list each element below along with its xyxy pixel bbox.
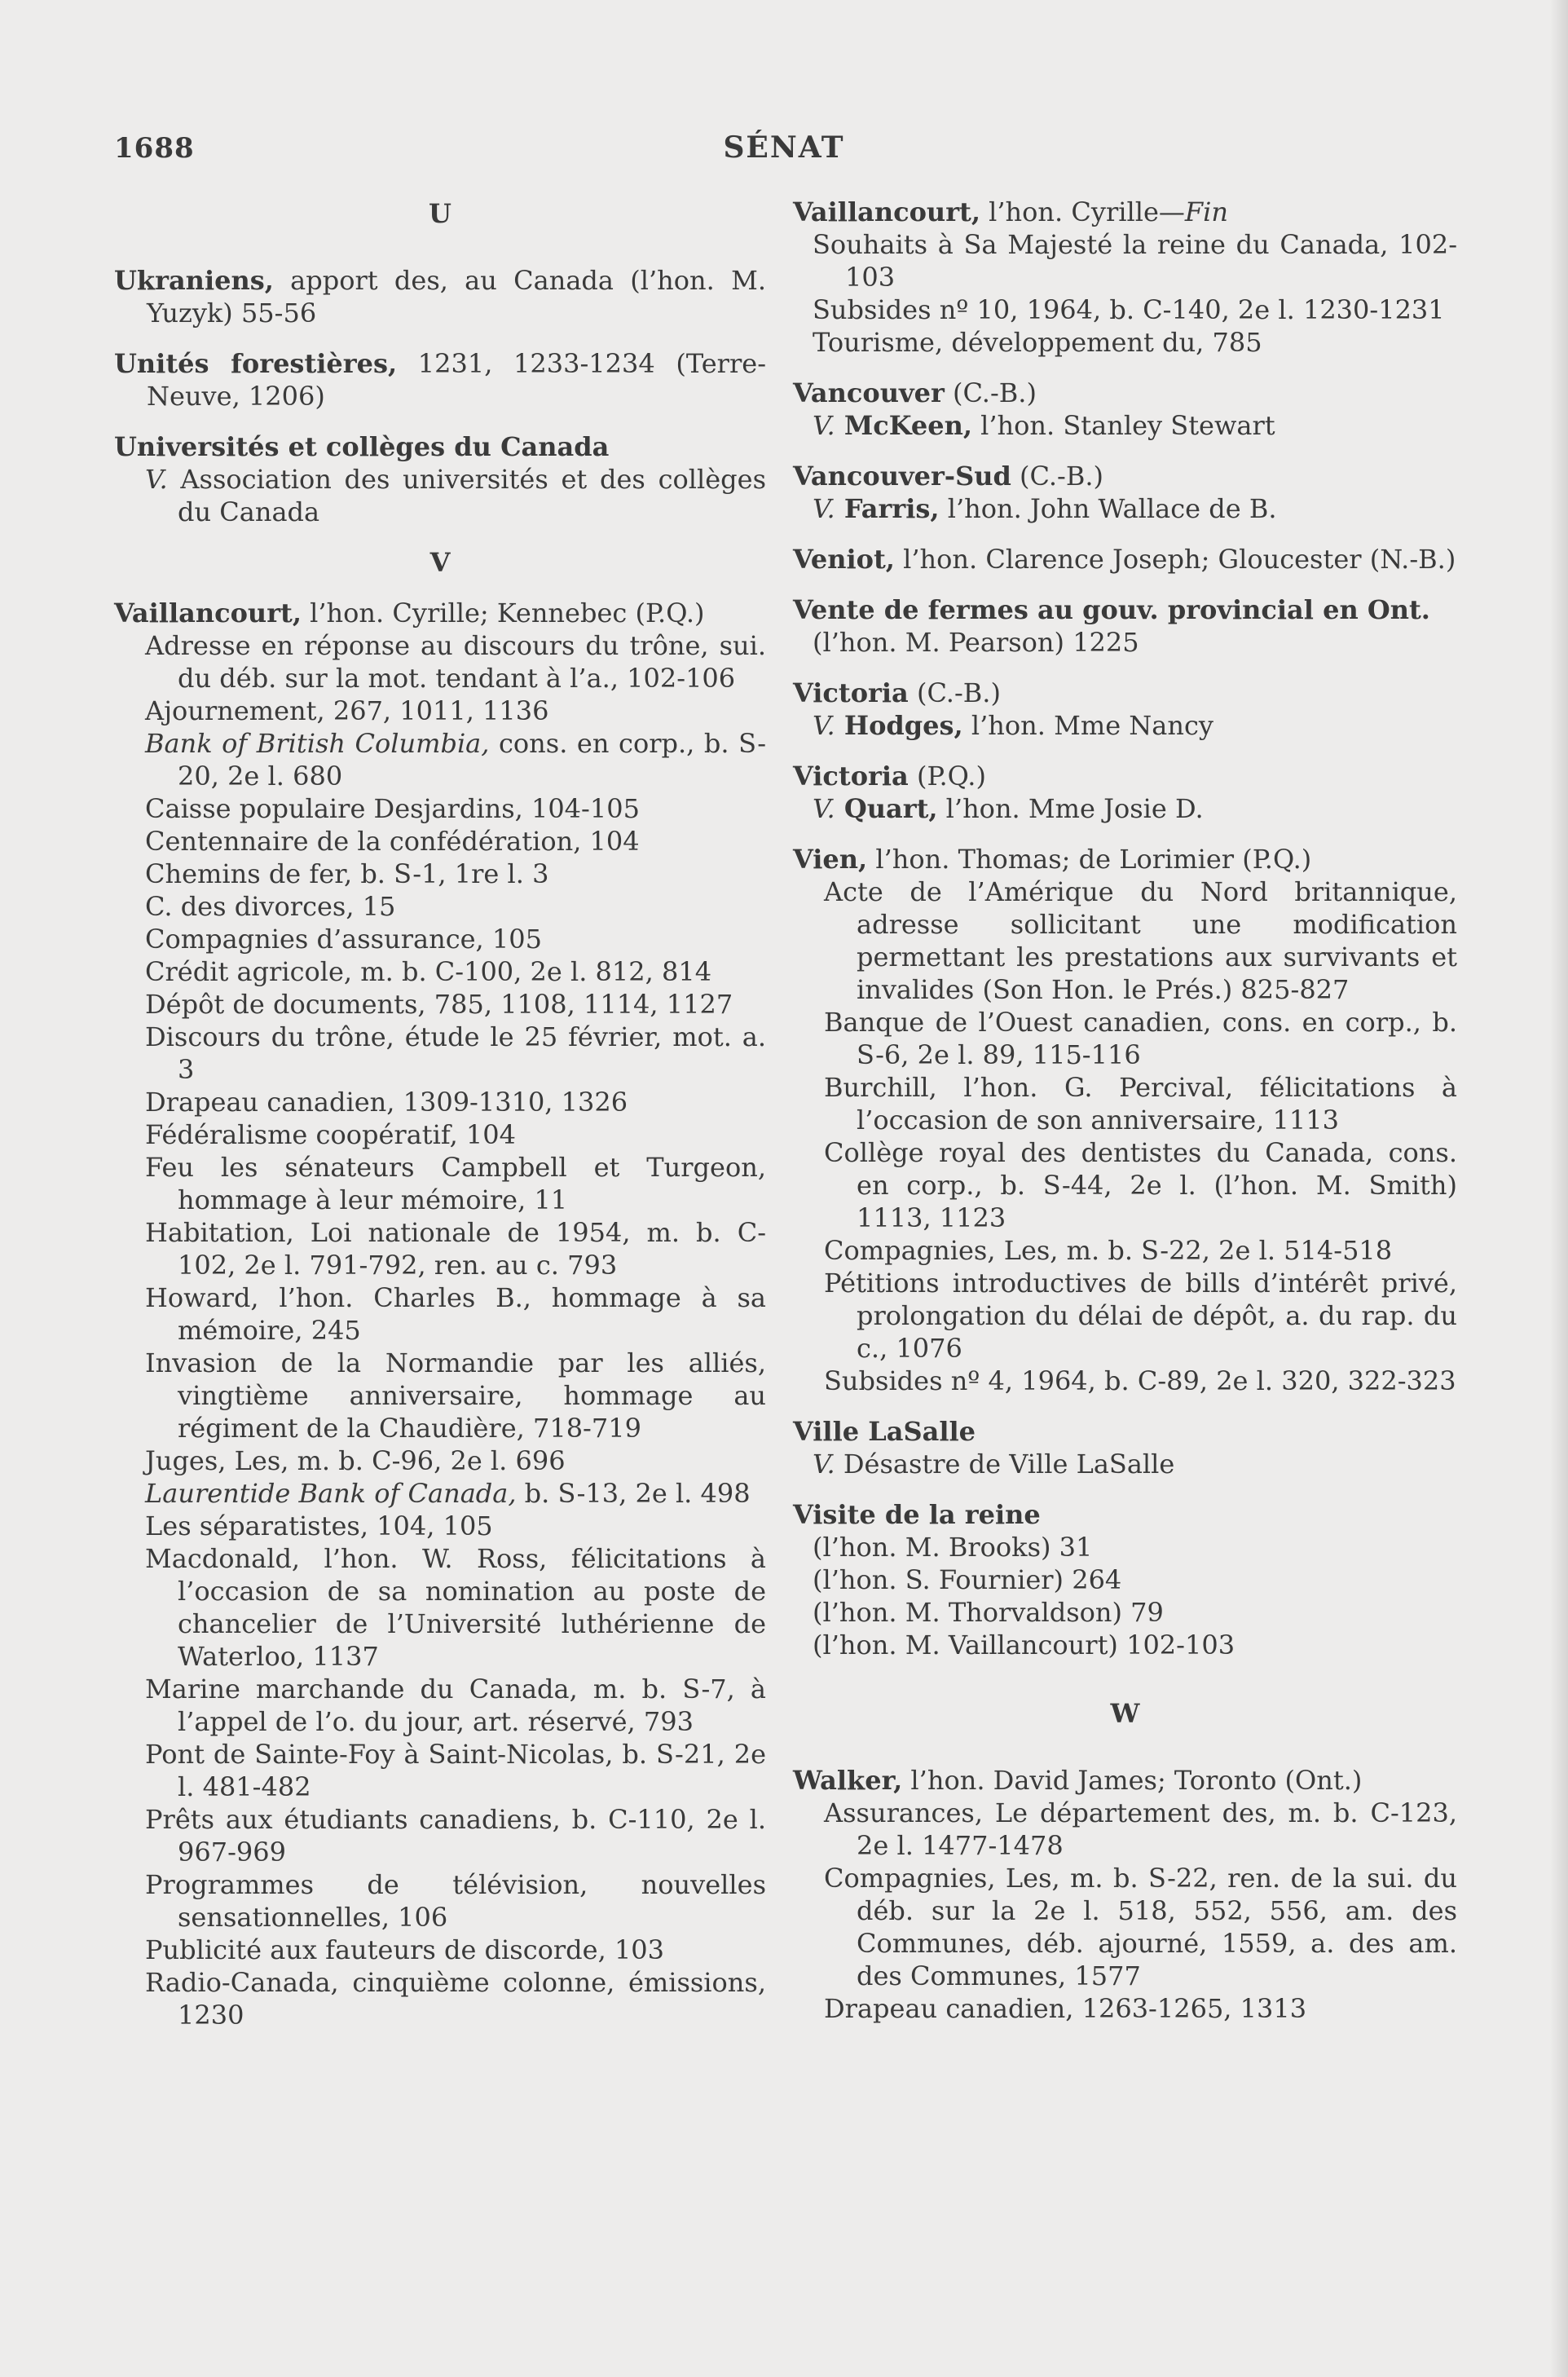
subentry: Subsides nº 10, 1964, b. C-140, 2e l. 1230-1231 xyxy=(813,294,1445,325)
page-edge-shadow xyxy=(1550,0,1568,2377)
entry-vaillancourt-fin xyxy=(793,196,1457,228)
subentry: Marine marchande du Canada, m. b. S-7, à l’appel de l’o. du jour, art. réservé, 793 xyxy=(145,1674,766,1737)
cross-reference-text: l’hon. Mme Josie D. xyxy=(937,793,1204,824)
entry-text: 1231, 1233-1234 (Terre-Neuve, 1206) xyxy=(147,348,767,412)
entry-vancouver-sud xyxy=(793,460,1457,492)
cross-reference-text: Association des universités et des collèges du Canada xyxy=(167,464,766,527)
italic-title: Bank of British Columbia, xyxy=(145,728,490,759)
entry-heading: Vancouver-Sud xyxy=(793,461,1011,492)
subentry: Howard, l’hon. Charles B., hommage à sa mémoire, 245 xyxy=(145,1282,766,1346)
vaillancourt-subentries xyxy=(114,629,766,2031)
entry-veniot xyxy=(793,543,1457,576)
cross-reference xyxy=(793,709,1457,742)
section-letter-v: V xyxy=(429,547,451,578)
subentry: Drapeau canadien, 1263-1265, 1313 xyxy=(824,1993,1307,2024)
cross-reference xyxy=(793,792,1457,825)
entry-heading: Universités et collèges du Canada xyxy=(114,431,610,462)
entry-victoria-pq xyxy=(793,760,1457,792)
cross-reference-name: Quart, xyxy=(835,793,938,824)
entry-heading: Victoria xyxy=(793,677,909,708)
subentry: Ajournement, 267, 1011, 1136 xyxy=(145,695,549,726)
subentry: Les séparatistes, 104, 105 xyxy=(145,1510,493,1541)
cross-reference-text: l’hon. Stanley Stewart xyxy=(971,410,1275,441)
subentry: Habitation, Loi nationale de 1954, m. b. C-102, 2e l. 791-792, ren. au c. 793 xyxy=(145,1217,766,1281)
entry-heading: Vaillancourt, xyxy=(114,598,302,628)
entry-text: (C.-B.) xyxy=(1011,461,1103,492)
see-marker: V. xyxy=(813,793,835,824)
cross-reference-text: Désastre de Ville LaSalle xyxy=(835,1449,1175,1480)
section-letter-w: W xyxy=(1110,1698,1140,1729)
page-number: 1688 xyxy=(114,132,195,165)
entry-visite-de-la-reine xyxy=(793,1498,1457,1531)
see-marker: V. xyxy=(813,1449,835,1480)
subentry: Burchill, l’hon. G. Percival, félicitations à l’occasion de son anniversaire, 1113 xyxy=(824,1072,1457,1136)
italic-title: Laurentide Bank of Canada, xyxy=(145,1478,517,1509)
entry-text: l’hon. Cyrille; Kennebec (P.Q.) xyxy=(301,598,705,628)
subentry: Banque de l’Ouest canadien, cons. en corp., b. S-6, 2e l. 89, 115-116 xyxy=(824,1007,1457,1070)
subentry: Compagnies, Les, m. b. S-22, ren. de la sui. du déb. sur la 2e l. 518, 552, 556, am. des Communes, déb. ajourné, 1559, a. des am. des Communes, 1577 xyxy=(824,1863,1457,1991)
subentry-text: cons. en corp., b. S-20, 2e l. 680 xyxy=(178,728,767,792)
entry-vaillancourt xyxy=(114,597,766,629)
entry-unites xyxy=(114,347,766,412)
subentry: Discours du trône, étude le 25 février, mot. a. 3 xyxy=(145,1021,766,1085)
subentry: (l’hon. S. Fournier) 264 xyxy=(813,1564,1122,1595)
cross-reference xyxy=(114,463,766,528)
entry-ville-lasalle xyxy=(793,1415,1457,1448)
subentry: Chemins de fer, b. S-1, 1re l. 3 xyxy=(145,858,549,889)
entry-text: apport des, au Canada (l’hon. M. Yuzyk) 55-56 xyxy=(147,265,766,329)
cross-reference-text: l’hon. Mme Nancy xyxy=(962,710,1213,741)
subentry: Pont de Sainte-Foy à Saint-Nicolas, b. S-21, 2e l. 481-482 xyxy=(145,1739,766,1802)
section-letter-u: U xyxy=(429,198,451,229)
entry-vien xyxy=(793,843,1457,875)
entry-heading: Vancouver xyxy=(793,377,945,408)
entry-heading: Vien, xyxy=(793,844,868,875)
entry-text: l’hon. Cyrille— xyxy=(980,196,1185,227)
entry-text: l’hon. Clarence Joseph; Gloucester (N.-B.) xyxy=(894,544,1456,575)
subentry: (l’hon. M. Vaillancourt) 102-103 xyxy=(813,1630,1235,1660)
entry-vancouver xyxy=(793,377,1457,409)
entry-heading: Vente de fermes au gouv. provincial en Ont. xyxy=(793,594,1430,625)
cross-reference xyxy=(793,492,1457,525)
entry-heading: Ville LaSalle xyxy=(793,1416,976,1447)
left-column xyxy=(114,196,766,2031)
cross-reference-name: McKeen, xyxy=(835,410,972,441)
entry-text: l’hon. Thomas; de Lorimier (P.Q.) xyxy=(867,844,1312,875)
subentry: Drapeau canadien, 1309-1310, 1326 xyxy=(145,1087,628,1118)
see-marker: V. xyxy=(145,464,168,495)
see-marker: V. xyxy=(813,493,835,524)
subentry: Assurances, Le département des, m. b. C-123, 2e l. 1477-1478 xyxy=(824,1797,1457,1861)
continuation-marker: Fin xyxy=(1184,196,1228,227)
subentry-bank-of-british-columbia xyxy=(114,727,766,792)
subentry: (l’hon. M. Thorvaldson) 79 xyxy=(813,1597,1164,1628)
entry-victoria-cb xyxy=(793,677,1457,709)
subentry: Invasion de la Normandie par les alliés, vingtième anniversaire, hommage au régiment de la Chaudière, 718-719 xyxy=(145,1347,766,1444)
cross-reference-text: l’hon. John Wallace de B. xyxy=(939,493,1277,524)
entry-universites xyxy=(114,430,766,463)
entry-heading: Victoria xyxy=(793,761,909,792)
subentry: Souhaits à Sa Majesté la reine du Canada, 102-103 xyxy=(813,229,1457,293)
cross-reference xyxy=(793,409,1457,442)
entry-text: (C.-B.) xyxy=(944,377,1037,408)
subentry: Juges, Les, m. b. C-96, 2e l. 696 xyxy=(145,1445,566,1476)
cross-reference xyxy=(793,1448,1457,1480)
subentry: Fédéralisme coopératif, 104 xyxy=(145,1119,516,1150)
subentry: Centennaire de la confédération, 104 xyxy=(145,826,640,857)
subentry: Caisse populaire Desjardins, 104-105 xyxy=(145,793,640,824)
entry-ukraniens xyxy=(114,264,766,329)
entry-heading: Unités forestières, xyxy=(114,348,398,379)
entry-heading: Ukraniens, xyxy=(114,265,274,296)
subentry: Prêts aux étudiants canadiens, b. C-110, 2e l. 967-969 xyxy=(145,1804,766,1868)
subentry: Acte de l’Amérique du Nord britannique, adresse sollicitant une modification permettant les prestations aux survivants et invalides (Son Hon. le Prés.) 825-827 xyxy=(824,876,1457,1005)
subentry: Compagnies, Les, m. b. S-22, 2e l. 514-518 xyxy=(824,1235,1393,1266)
entry-walker xyxy=(793,1764,1457,1797)
subentry: (l’hon. M. Brooks) 31 xyxy=(813,1532,1093,1563)
subentry: (l’hon. M. Pearson) 1225 xyxy=(813,627,1139,658)
see-marker: V. xyxy=(813,710,835,741)
entry-text: (C.-B.) xyxy=(908,677,1001,708)
entry-heading: Visite de la reine xyxy=(793,1499,1041,1530)
entry-vente-de-fermes xyxy=(793,593,1457,626)
subentry: Radio-Canada, cinquième colonne, émissions, 1230 xyxy=(145,1967,766,2031)
running-title: SÉNAT xyxy=(723,130,845,165)
subentry: Tourisme, développement du, 785 xyxy=(813,327,1262,358)
subentry: Collège royal des dentistes du Canada, cons. en corp., b. S-44, 2e l. (l’hon. M. Smith) 1113, 1123 xyxy=(824,1137,1457,1233)
subentry-text: b. S-13, 2e l. 498 xyxy=(516,1478,751,1509)
entry-heading: Walker, xyxy=(793,1765,903,1796)
subentry: Adresse en réponse au discours du trône, sui. du déb. sur la mot. tendant à l’a., 102-106 xyxy=(145,630,766,694)
subentry: C. des divorces, 15 xyxy=(145,891,396,922)
cross-reference-name: Hodges, xyxy=(835,710,963,741)
subentry: Subsides nº 4, 1964, b. C-89, 2e l. 320, 322-323 xyxy=(824,1365,1456,1396)
subentry-laurentide-bank xyxy=(114,1477,766,1510)
entry-heading: Vaillancourt, xyxy=(793,196,980,227)
subentry: Pétitions introductives de bills d’intérêt privé, prolongation du délai de dépôt, a. du rap. du c., 1076 xyxy=(824,1268,1457,1364)
subentry: Programmes de télévision, nouvelles sensationnelles, 106 xyxy=(145,1869,766,1933)
subentry: Macdonald, l’hon. W. Ross, félicitations à l’occasion de sa nomination au poste de chancelier de l’Université luthérienne de Waterloo, 1137 xyxy=(145,1543,766,1672)
subentry: Feu les sénateurs Campbell et Turgeon, hommage à leur mémoire, 11 xyxy=(145,1152,766,1215)
see-marker: V. xyxy=(813,410,835,441)
right-column xyxy=(793,196,1457,2025)
subentry: Dépôt de documents, 785, 1108, 1114, 1127 xyxy=(145,989,733,1020)
subentry: Publicité aux fauteurs de discorde, 103 xyxy=(145,1934,665,1965)
entry-text: l’hon. David James; Toronto (Ont.) xyxy=(902,1765,1363,1796)
entry-text: (P.Q.) xyxy=(908,761,986,792)
subentry: Crédit agricole, m. b. C-100, 2e l. 812, 814 xyxy=(145,956,712,987)
subentry: Compagnies d’assurance, 105 xyxy=(145,924,542,955)
entry-heading: Veniot, xyxy=(793,544,895,575)
cross-reference-name: Farris, xyxy=(835,493,940,524)
